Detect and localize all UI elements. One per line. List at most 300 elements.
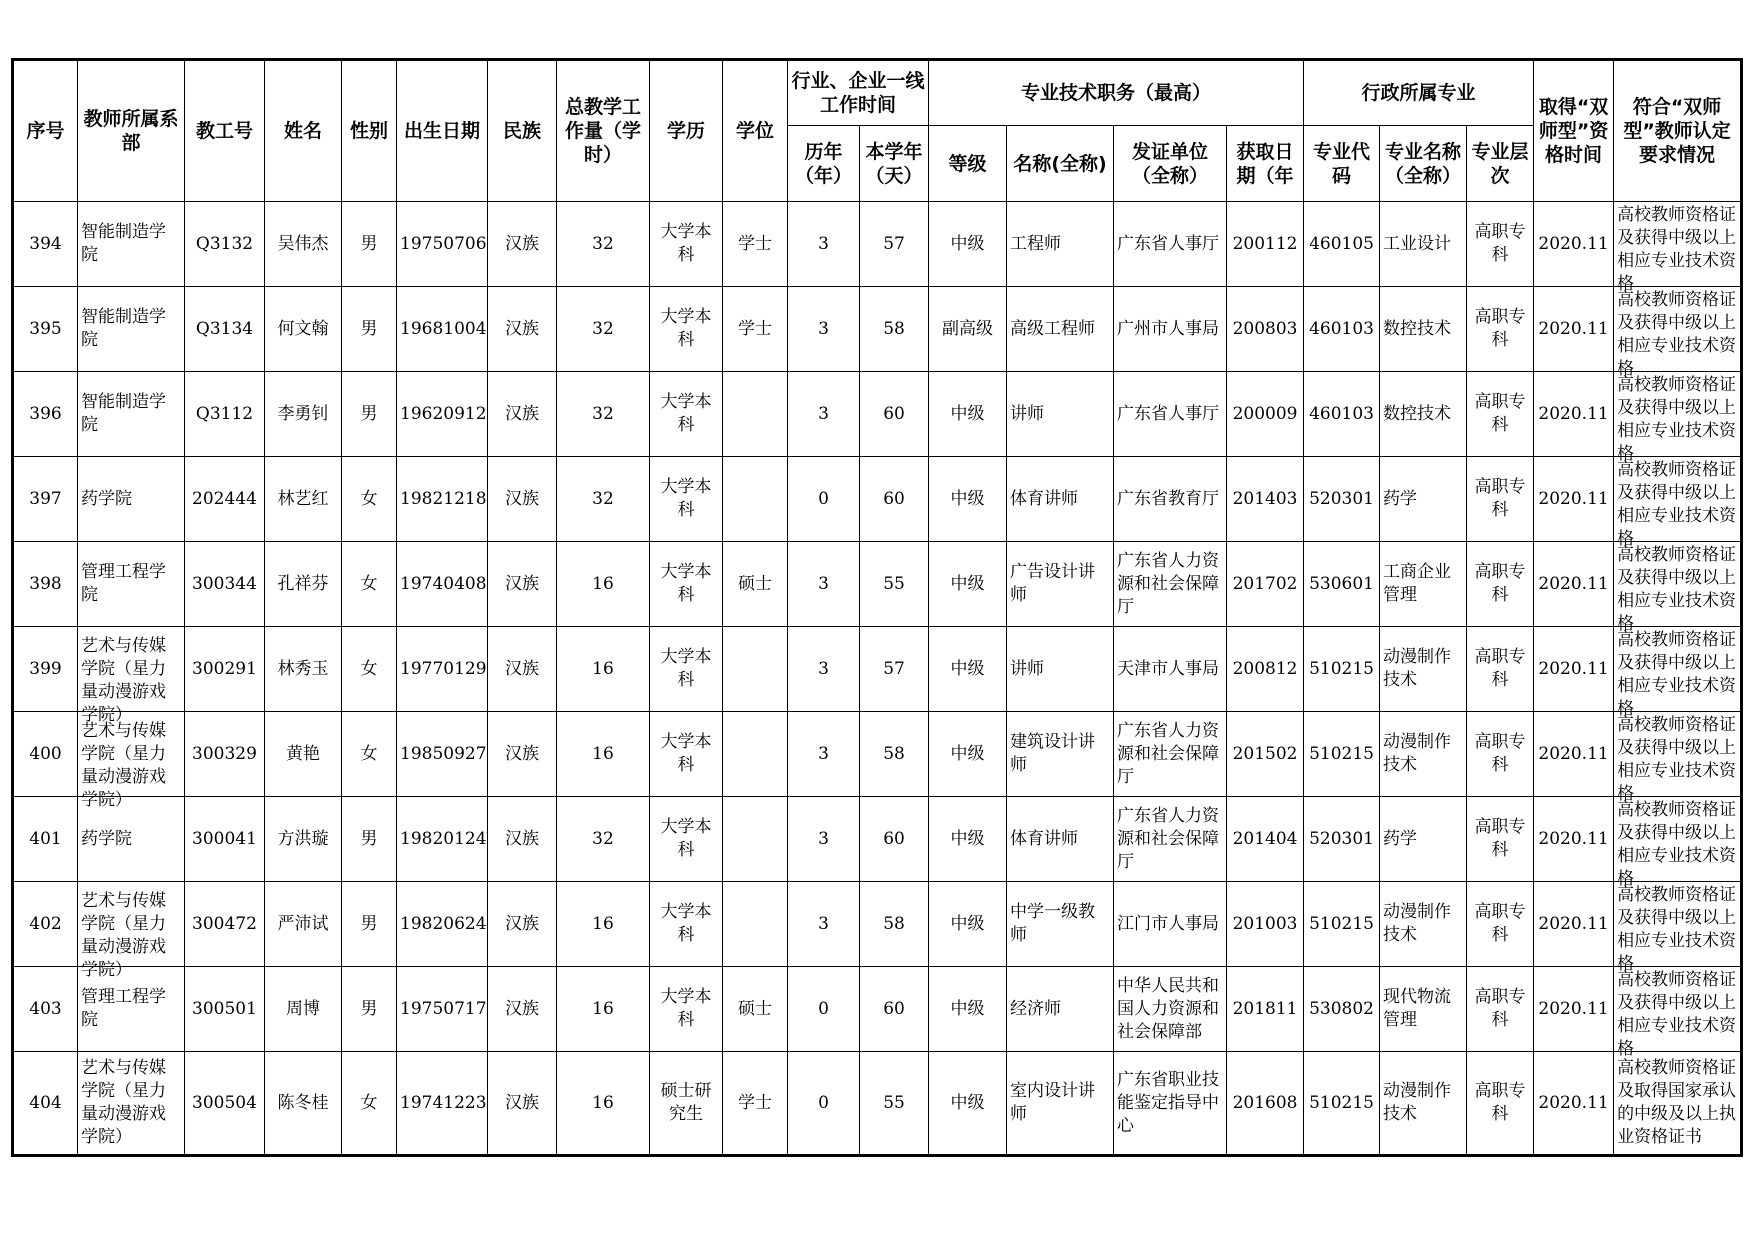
cell-dept-text: 艺术与传媒学院（星力量动漫游戏学院）	[81, 890, 166, 980]
cell-name: 方洪璇	[265, 797, 342, 882]
cell-days: 60	[860, 372, 929, 457]
cell-ethnicity: 汉族	[488, 797, 557, 882]
cell-issuer-text: 广东省人事厅	[1117, 233, 1220, 254]
cell-dept-text: 管理工程学院	[81, 562, 166, 605]
cell-title-name: 经济师	[1007, 967, 1114, 1052]
cell-years: 3	[788, 882, 860, 967]
cell-seq: 402	[13, 882, 78, 967]
cell-years: 3	[788, 542, 860, 627]
cell-gender: 女	[342, 1052, 397, 1156]
cell-major-code: 510215	[1304, 1052, 1380, 1156]
cell-major-level: 高职专科	[1467, 457, 1534, 542]
table-row	[13, 627, 1742, 712]
cell-dept	[78, 372, 185, 457]
cell-ethnicity: 汉族	[488, 627, 557, 712]
cell-days: 58	[860, 287, 929, 372]
cell-staff-id: 300344	[185, 542, 265, 627]
cell-dual-req	[1614, 287, 1742, 379]
cell-ethnicity: 汉族	[488, 202, 557, 287]
cell-dept-text: 智能制造学院	[81, 307, 166, 350]
cell-degree	[723, 712, 788, 797]
cell-education: 大学本科	[650, 372, 723, 457]
cell-staff-id: 300504	[185, 1052, 265, 1156]
cell-dual-req-text: 高校教师资格证及获得中级以上相应专业技术资格	[1617, 545, 1737, 634]
cell-dual-req	[1614, 712, 1742, 804]
cell-degree: 学士	[723, 287, 788, 372]
cell-major-level: 高职专科	[1467, 627, 1534, 712]
header-staff-id: 教工号	[185, 60, 265, 202]
header-seq: 序号	[13, 60, 78, 202]
cell-major-name: 数控技术	[1380, 372, 1467, 457]
cell-dual-req	[1614, 882, 1742, 974]
cell-ethnicity: 汉族	[488, 712, 557, 797]
cell-dual-req	[1614, 1052, 1742, 1156]
cell-education: 大学本科	[650, 712, 723, 797]
cell-days: 55	[860, 542, 929, 627]
cell-staff-id: 202444	[185, 457, 265, 542]
cell-seq: 399	[13, 627, 78, 712]
cell-dual-time: 2020.11	[1534, 202, 1614, 287]
cell-name: 周博	[265, 967, 342, 1052]
cell-dual-req	[1614, 457, 1742, 549]
cell-dual-req-text: 高校教师资格证及获得中级以上相应专业技术资格	[1617, 460, 1737, 549]
cell-years: 0	[788, 457, 860, 542]
cell-dept	[78, 712, 185, 810]
cell-dual-req-text: 高校教师资格证及获得中级以上相应专业技术资格	[1617, 205, 1737, 294]
cell-issuer	[1114, 542, 1227, 627]
cell-gender: 女	[342, 457, 397, 542]
cell-dept-text: 管理工程学院	[81, 987, 166, 1030]
cell-birth: 19681004	[397, 287, 488, 372]
header-gender: 性别	[342, 60, 397, 202]
cell-major-code: 510215	[1304, 882, 1380, 967]
cell-major-name: 动漫制作技术	[1380, 627, 1467, 712]
cell-dual-req-text: 高校教师资格证及获得中级以上相应专业技术资格	[1617, 375, 1737, 464]
cell-major-code: 530802	[1304, 967, 1380, 1052]
cell-education: 大学本科	[650, 882, 723, 967]
cell-major-code: 520301	[1304, 457, 1380, 542]
cell-major-name: 工业设计	[1380, 202, 1467, 287]
cell-title-name: 中学一级教师	[1007, 882, 1114, 967]
cell-years: 3	[788, 287, 860, 372]
cell-dept-text: 药学院	[81, 828, 132, 849]
cell-staff-id: Q3112	[185, 372, 265, 457]
cell-workload: 16	[557, 882, 650, 967]
cell-education: 硕士研究生	[650, 1052, 723, 1156]
table-header	[13, 60, 1742, 202]
table-row	[13, 797, 1742, 882]
cell-dept-text: 艺术与传媒学院（星力量动漫游戏学院）	[81, 1058, 166, 1147]
cell-dept	[78, 287, 185, 372]
cell-title-name: 工程师	[1007, 202, 1114, 287]
cell-days: 55	[860, 1052, 929, 1156]
header-days-text: 本学年（天）	[865, 140, 923, 187]
cell-birth: 19741223	[397, 1052, 488, 1156]
cell-workload: 16	[557, 712, 650, 797]
cell-years: 0	[788, 967, 860, 1052]
cell-obtained: 201502	[1227, 712, 1304, 797]
cell-workload: 16	[557, 967, 650, 1052]
cell-title-name: 高级工程师	[1007, 287, 1114, 372]
cell-major-level: 高职专科	[1467, 967, 1534, 1052]
cell-title-name: 讲师	[1007, 627, 1114, 712]
cell-degree: 学士	[723, 1052, 788, 1156]
cell-workload: 16	[557, 542, 650, 627]
cell-obtained: 201404	[1227, 797, 1304, 882]
cell-education: 大学本科	[650, 287, 723, 372]
table-row	[13, 287, 1742, 372]
cell-issuer	[1114, 372, 1227, 457]
cell-issuer-text: 广东省人力资源和社会保障厅	[1117, 720, 1220, 787]
cell-degree	[723, 627, 788, 712]
header-major-level: 专业层次	[1467, 126, 1534, 202]
cell-title-name: 广告设计讲师	[1007, 542, 1114, 627]
cell-birth: 19770129	[397, 627, 488, 712]
cell-years: 3	[788, 797, 860, 882]
header-name: 姓名	[265, 60, 342, 202]
cell-major-code: 530601	[1304, 542, 1380, 627]
cell-title-name: 讲师	[1007, 372, 1114, 457]
cell-years: 3	[788, 627, 860, 712]
cell-workload: 32	[557, 372, 650, 457]
cell-major-name: 动漫制作技术	[1380, 882, 1467, 967]
cell-birth: 19820624	[397, 882, 488, 967]
cell-title-name: 体育讲师	[1007, 457, 1114, 542]
cell-level: 中级	[929, 712, 1007, 797]
cell-days: 60	[860, 457, 929, 542]
cell-gender: 女	[342, 712, 397, 797]
cell-dept	[78, 627, 185, 725]
cell-issuer	[1114, 202, 1227, 287]
cell-obtained: 201003	[1227, 882, 1304, 967]
cell-seq: 397	[13, 457, 78, 542]
cell-dual-time: 2020.11	[1534, 627, 1614, 712]
header-dept: 教师所属系部	[78, 60, 185, 202]
cell-issuer-text: 广东省教育厅	[1117, 488, 1220, 509]
cell-major-code: 510215	[1304, 627, 1380, 712]
cell-years: 3	[788, 712, 860, 797]
cell-issuer	[1114, 712, 1227, 797]
cell-birth: 19750717	[397, 967, 488, 1052]
header-title-name: 名称(全称)	[1007, 126, 1114, 202]
cell-issuer-text: 广州市人事局	[1117, 318, 1220, 339]
cell-obtained: 200803	[1227, 287, 1304, 372]
cell-gender: 男	[342, 967, 397, 1052]
cell-ethnicity: 汉族	[488, 457, 557, 542]
header-major-code: 专业代码	[1304, 126, 1380, 202]
cell-level: 中级	[929, 542, 1007, 627]
cell-birth: 19750706	[397, 202, 488, 287]
header-education: 学历	[650, 60, 723, 202]
cell-dept	[78, 882, 185, 980]
header-birth: 出生日期	[397, 60, 488, 202]
cell-major-code: 460103	[1304, 372, 1380, 457]
cell-dept-text: 药学院	[81, 488, 132, 509]
cell-gender: 男	[342, 202, 397, 287]
cell-issuer	[1114, 627, 1227, 712]
cell-dual-req	[1614, 627, 1742, 719]
cell-degree: 硕士	[723, 542, 788, 627]
cell-years: 0	[788, 1052, 860, 1156]
cell-title-name: 室内设计讲师	[1007, 1052, 1114, 1156]
cell-dual-req-text: 高校教师资格证及取得国家承认的中级及以上执业资格证书	[1617, 1058, 1737, 1147]
cell-name: 吴伟杰	[265, 202, 342, 287]
header-workload: 总教学工作量（学时）	[557, 60, 650, 202]
cell-obtained: 200812	[1227, 627, 1304, 712]
cell-dual-time: 2020.11	[1534, 882, 1614, 967]
cell-education: 大学本科	[650, 542, 723, 627]
cell-major-level: 高职专科	[1467, 372, 1534, 457]
cell-title-name: 体育讲师	[1007, 797, 1114, 882]
cell-dept	[78, 542, 185, 627]
cell-obtained: 201702	[1227, 542, 1304, 627]
cell-major-level: 高职专科	[1467, 1052, 1534, 1156]
cell-dual-time: 2020.11	[1534, 797, 1614, 882]
cell-ethnicity: 汉族	[488, 542, 557, 627]
cell-seq: 395	[13, 287, 78, 372]
table-row	[13, 457, 1742, 542]
cell-major-code: 520301	[1304, 797, 1380, 882]
cell-name: 孔祥芬	[265, 542, 342, 627]
header-major-name	[1380, 126, 1467, 202]
cell-issuer-text: 天津市人事局	[1117, 658, 1220, 679]
cell-dual-time: 2020.11	[1534, 542, 1614, 627]
cell-seq: 394	[13, 202, 78, 287]
cell-dual-req	[1614, 202, 1742, 294]
table-row	[13, 202, 1742, 287]
cell-days: 58	[860, 712, 929, 797]
table-row	[13, 882, 1742, 967]
cell-dual-time: 2020.11	[1534, 457, 1614, 542]
cell-major-level: 高职专科	[1467, 202, 1534, 287]
cell-education: 大学本科	[650, 202, 723, 287]
cell-degree	[723, 797, 788, 882]
cell-staff-id: 300501	[185, 967, 265, 1052]
cell-degree	[723, 882, 788, 967]
header-dual-time: 取得“双师型”资格时间	[1534, 60, 1614, 202]
header-days	[860, 126, 929, 202]
cell-years: 3	[788, 372, 860, 457]
cell-workload: 16	[557, 627, 650, 712]
table-row	[13, 372, 1742, 457]
cell-dual-req	[1614, 542, 1742, 634]
cell-major-name: 动漫制作技术	[1380, 712, 1467, 797]
cell-education: 大学本科	[650, 797, 723, 882]
cell-workload: 32	[557, 287, 650, 372]
cell-name: 林秀玉	[265, 627, 342, 712]
cell-workload: 32	[557, 457, 650, 542]
cell-years: 3	[788, 202, 860, 287]
cell-major-name: 药学	[1380, 797, 1467, 882]
cell-dual-req-text: 高校教师资格证及获得中级以上相应专业技术资格	[1617, 290, 1737, 379]
cell-obtained: 201608	[1227, 1052, 1304, 1156]
cell-issuer	[1114, 457, 1227, 542]
cell-name: 林艺红	[265, 457, 342, 542]
cell-staff-id: Q3132	[185, 202, 265, 287]
cell-major-level: 高职专科	[1467, 287, 1534, 372]
cell-dual-req-text: 高校教师资格证及获得中级以上相应专业技术资格	[1617, 800, 1737, 889]
cell-title-name: 建筑设计讲师	[1007, 712, 1114, 797]
cell-issuer-text: 中华人民共和国人力资源和社会保障部	[1117, 975, 1220, 1042]
cell-dual-time: 2020.11	[1534, 712, 1614, 797]
cell-days: 57	[860, 202, 929, 287]
cell-days: 57	[860, 627, 929, 712]
cell-major-name: 数控技术	[1380, 287, 1467, 372]
cell-seq: 400	[13, 712, 78, 797]
header-years: 历年（年）	[788, 126, 860, 202]
cell-education: 大学本科	[650, 457, 723, 542]
header-dual-req: 符合“双师型”教师认定要求情况	[1614, 60, 1742, 202]
cell-gender: 男	[342, 287, 397, 372]
header-ethnicity: 民族	[488, 60, 557, 202]
cell-issuer-text: 江门市人事局	[1117, 913, 1220, 934]
cell-dual-time: 2020.11	[1534, 1052, 1614, 1156]
cell-major-name: 现代物流管理	[1380, 967, 1467, 1052]
cell-major-level: 高职专科	[1467, 882, 1534, 967]
cell-issuer	[1114, 287, 1227, 372]
cell-name: 何文翰	[265, 287, 342, 372]
cell-degree	[723, 457, 788, 542]
cell-major-code: 460103	[1304, 287, 1380, 372]
cell-seq: 398	[13, 542, 78, 627]
cell-name: 黄艳	[265, 712, 342, 797]
cell-dept-text: 智能制造学院	[81, 392, 166, 435]
header-degree: 学位	[723, 60, 788, 202]
cell-major-level: 高职专科	[1467, 712, 1534, 797]
cell-obtained: 201811	[1227, 967, 1304, 1052]
header-title-group: 专业技术职务（最高）	[929, 60, 1304, 126]
cell-staff-id: Q3134	[185, 287, 265, 372]
header-major-name-text: 专业名称（全称）	[1385, 140, 1462, 187]
cell-seq: 404	[13, 1052, 78, 1156]
header-industry-group: 行业、企业一线工作时间	[788, 60, 929, 126]
cell-major-code: 510215	[1304, 712, 1380, 797]
cell-birth: 19620912	[397, 372, 488, 457]
cell-gender: 男	[342, 882, 397, 967]
cell-workload: 32	[557, 202, 650, 287]
cell-major-name: 药学	[1380, 457, 1467, 542]
header-level: 等级	[929, 126, 1007, 202]
cell-issuer	[1114, 882, 1227, 967]
cell-dept	[78, 202, 185, 287]
header-obtained-text: 获取日期（年	[1236, 140, 1294, 187]
teacher-roster-table	[11, 58, 1743, 1157]
cell-dual-req-text: 高校教师资格证及获得中级以上相应专业技术资格	[1617, 885, 1737, 974]
table-row	[13, 542, 1742, 627]
cell-days: 60	[860, 797, 929, 882]
cell-ethnicity: 汉族	[488, 372, 557, 457]
cell-dual-req-text: 高校教师资格证及获得中级以上相应专业技术资格	[1617, 970, 1737, 1059]
cell-dual-req	[1614, 797, 1742, 889]
cell-issuer-text: 广东省人事厅	[1117, 403, 1220, 424]
cell-ethnicity: 汉族	[488, 882, 557, 967]
cell-issuer-text: 广东省人力资源和社会保障厅	[1117, 805, 1220, 872]
cell-obtained: 200112	[1227, 202, 1304, 287]
cell-staff-id: 300329	[185, 712, 265, 797]
cell-dual-req	[1614, 967, 1742, 1059]
cell-dual-req	[1614, 372, 1742, 464]
cell-days: 58	[860, 882, 929, 967]
cell-major-level: 高职专科	[1467, 797, 1534, 882]
cell-obtained: 200009	[1227, 372, 1304, 457]
cell-gender: 男	[342, 797, 397, 882]
cell-gender: 男	[342, 372, 397, 457]
cell-dual-time: 2020.11	[1534, 372, 1614, 457]
table-row	[13, 712, 1742, 797]
cell-level: 中级	[929, 1052, 1007, 1156]
cell-name: 李勇钊	[265, 372, 342, 457]
cell-dept-text: 艺术与传媒学院（星力量动漫游戏学院）	[81, 635, 166, 725]
cell-workload: 16	[557, 1052, 650, 1156]
cell-level: 中级	[929, 882, 1007, 967]
cell-dual-time: 2020.11	[1534, 967, 1614, 1052]
header-admin-group: 行政所属专业	[1304, 60, 1534, 126]
table-row	[13, 967, 1742, 1052]
cell-name: 严沛试	[265, 882, 342, 967]
cell-ethnicity: 汉族	[488, 967, 557, 1052]
cell-issuer-text: 广东省职业技能鉴定指导中心	[1117, 1069, 1220, 1136]
cell-education: 大学本科	[650, 627, 723, 712]
cell-birth: 19850927	[397, 712, 488, 797]
cell-birth: 19821218	[397, 457, 488, 542]
cell-birth: 19820124	[397, 797, 488, 882]
cell-seq: 396	[13, 372, 78, 457]
cell-dept-text: 智能制造学院	[81, 222, 166, 265]
cell-level: 中级	[929, 627, 1007, 712]
cell-dept	[78, 457, 185, 542]
cell-dual-req-text: 高校教师资格证及获得中级以上相应专业技术资格	[1617, 630, 1737, 719]
cell-birth: 19740408	[397, 542, 488, 627]
cell-level: 中级	[929, 797, 1007, 882]
cell-dual-time: 2020.11	[1534, 287, 1614, 372]
cell-seq: 401	[13, 797, 78, 882]
cell-staff-id: 300041	[185, 797, 265, 882]
header-issuer: 发证单位（全称）	[1114, 126, 1227, 202]
cell-gender: 女	[342, 627, 397, 712]
cell-education: 大学本科	[650, 967, 723, 1052]
cell-level: 中级	[929, 202, 1007, 287]
table-row	[13, 1052, 1742, 1156]
cell-staff-id: 300472	[185, 882, 265, 967]
cell-ethnicity: 汉族	[488, 287, 557, 372]
cell-level: 中级	[929, 372, 1007, 457]
cell-degree	[723, 372, 788, 457]
cell-major-name: 工商企业管理	[1380, 542, 1467, 627]
cell-level: 副高级	[929, 287, 1007, 372]
cell-level: 中级	[929, 457, 1007, 542]
cell-gender: 女	[342, 542, 397, 627]
cell-staff-id: 300291	[185, 627, 265, 712]
cell-days: 60	[860, 967, 929, 1052]
cell-seq: 403	[13, 967, 78, 1052]
cell-issuer	[1114, 1052, 1227, 1156]
cell-name: 陈冬桂	[265, 1052, 342, 1156]
cell-dept	[78, 1052, 185, 1156]
cell-major-level: 高职专科	[1467, 542, 1534, 627]
cell-workload: 32	[557, 797, 650, 882]
cell-ethnicity: 汉族	[488, 1052, 557, 1156]
cell-degree: 硕士	[723, 967, 788, 1052]
cell-issuer	[1114, 797, 1227, 882]
cell-dual-req-text: 高校教师资格证及获得中级以上相应专业技术资格	[1617, 715, 1737, 804]
table-body	[13, 202, 1742, 1156]
cell-major-name: 动漫制作技术	[1380, 1052, 1467, 1156]
cell-major-code: 460105	[1304, 202, 1380, 287]
cell-level: 中级	[929, 967, 1007, 1052]
cell-issuer	[1114, 967, 1227, 1052]
cell-obtained: 201403	[1227, 457, 1304, 542]
cell-degree: 学士	[723, 202, 788, 287]
